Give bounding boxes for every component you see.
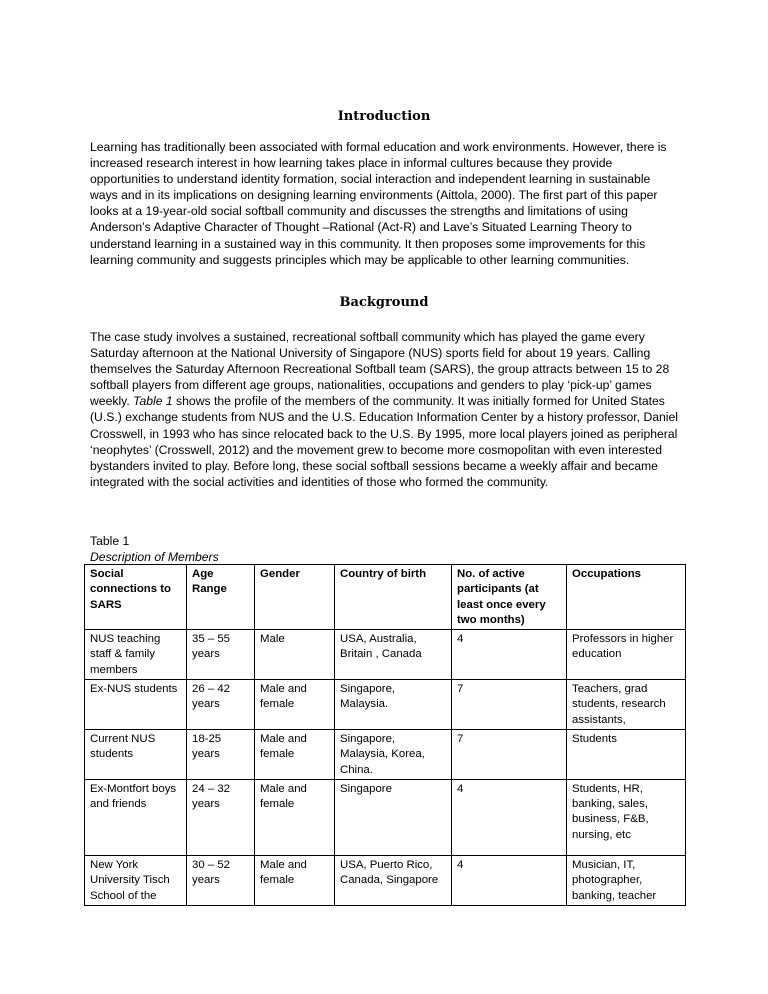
table-row xyxy=(85,779,686,855)
background-text-part-1: The case study involves a sustained, recreational softball community which has played the game every Saturday afternoon at the National University of Singapore (NUS) sports field for about 19 years. Calling themselves the Saturday Afternoon Recreational Softball team (SARS), the group attracts between 15 to 28 softball players from different age groups, nationalities, occupations and genders to play ‘pick-up’ games weekly. xyxy=(90,330,670,409)
header-gender: Gender xyxy=(255,565,335,630)
cell-participants: 4 xyxy=(452,630,567,680)
cell-gender: Male xyxy=(255,630,335,680)
cell-gender: Male and female xyxy=(255,729,335,779)
background-heading: Background xyxy=(339,295,429,310)
cell-age-range: 18-25 years xyxy=(187,729,255,779)
header-active-participants: No. of active participants (at least once every two months) xyxy=(452,565,567,630)
cell-social-connection: Current NUS students xyxy=(85,729,187,779)
background-text xyxy=(90,329,680,490)
table-reference: Table 1 xyxy=(133,394,173,409)
cell-social-connection: Ex-Montfort boys and friends xyxy=(85,779,187,855)
table-row xyxy=(85,680,686,730)
background-text-part-2: shows the profile of the members of the community. It was initially formed for United States (U.S.) exchange students from NUS and the U.S. Education Information Center by a history professor, Daniel Crosswell, in 1993 who has since relocated back to the U.S. By 1995, more local players joined as peripheral ‘neophytes’ (Crosswell, 2012) and the movement grew to become more cosmopolitan with even interested bystanders invited to play. Before long, these social softball sessions became a weekly affair and became integrated with the social activities and identities of those who formed the community. xyxy=(90,394,678,489)
cell-participants: 4 xyxy=(452,856,567,906)
cell-age-range: 35 – 55 years xyxy=(187,630,255,680)
cell-participants: 7 xyxy=(452,729,567,779)
cell-occupations: Teachers, grad students, research assistants, xyxy=(567,680,686,730)
cell-social-connection: New York University Tisch School of the xyxy=(85,856,187,906)
cell-age-range: 30 – 52 years xyxy=(187,856,255,906)
introduction-paragraph xyxy=(90,139,680,268)
table-row xyxy=(85,729,686,779)
header-occupations: Occupations xyxy=(567,565,686,630)
cell-social-connection: NUS teaching staff & family members xyxy=(85,630,187,680)
cell-country: Singapore xyxy=(335,779,452,855)
introduction-heading: Introduction xyxy=(337,109,431,124)
cell-age-range: 26 – 42 years xyxy=(187,680,255,730)
table-row xyxy=(85,856,686,906)
cell-social-connection: Ex-NUS students xyxy=(85,680,187,730)
cell-gender: Male and female xyxy=(255,856,335,906)
members-table xyxy=(84,564,686,906)
table-row xyxy=(85,630,686,680)
cell-country: USA, Puerto Rico, Canada, Singapore xyxy=(335,856,452,906)
table-header-row xyxy=(85,565,686,630)
cell-age-range: 24 – 32 years xyxy=(187,779,255,855)
cell-occupations: Professors in higher education xyxy=(567,630,686,680)
cell-country: Singapore, Malaysia. xyxy=(335,680,452,730)
cell-country: Singapore, Malaysia, Korea, China. xyxy=(335,729,452,779)
table-label: Table 1 xyxy=(90,534,130,548)
table-title: Description of Members xyxy=(90,550,219,564)
header-social-connections: Social connections to SARS xyxy=(85,565,187,630)
cell-participants: 4 xyxy=(452,779,567,855)
cell-participants: 7 xyxy=(452,680,567,730)
introduction-text: Learning has traditionally been associated with formal education and work environments. However, there is increased research interest in how learning takes place in informal cultures because they provide opportunities to understand identity formation, social interaction and independent learning in sustainable ways and in its implications on designing learning environments (Aittola, 2000). The first part of this paper looks at a 19-year-old social softball community and discusses the strengths and limitations of using Anderson’s Adaptive Character of Thought –Rational (Act-R) and Lave’s Situated Learning Theory to understand learning in a sustained way in this community. It then proposes some improvements for this learning community and suggests principles which may be applicable to other learning communities. xyxy=(90,140,667,267)
cell-country: USA, Australia, Britain , Canada xyxy=(335,630,452,680)
cell-gender: Male and female xyxy=(255,779,335,855)
cell-occupations: Musician, IT, photographer, banking, teacher xyxy=(567,856,686,906)
header-country-of-birth: Country of birth xyxy=(335,565,452,630)
cell-gender: Male and female xyxy=(255,680,335,730)
background-paragraph xyxy=(90,329,680,490)
cell-occupations: Students, HR, banking, sales, business, F&B, nursing, etc xyxy=(567,779,686,855)
header-age-range: Age Range xyxy=(187,565,255,630)
cell-occupations: Students xyxy=(567,729,686,779)
